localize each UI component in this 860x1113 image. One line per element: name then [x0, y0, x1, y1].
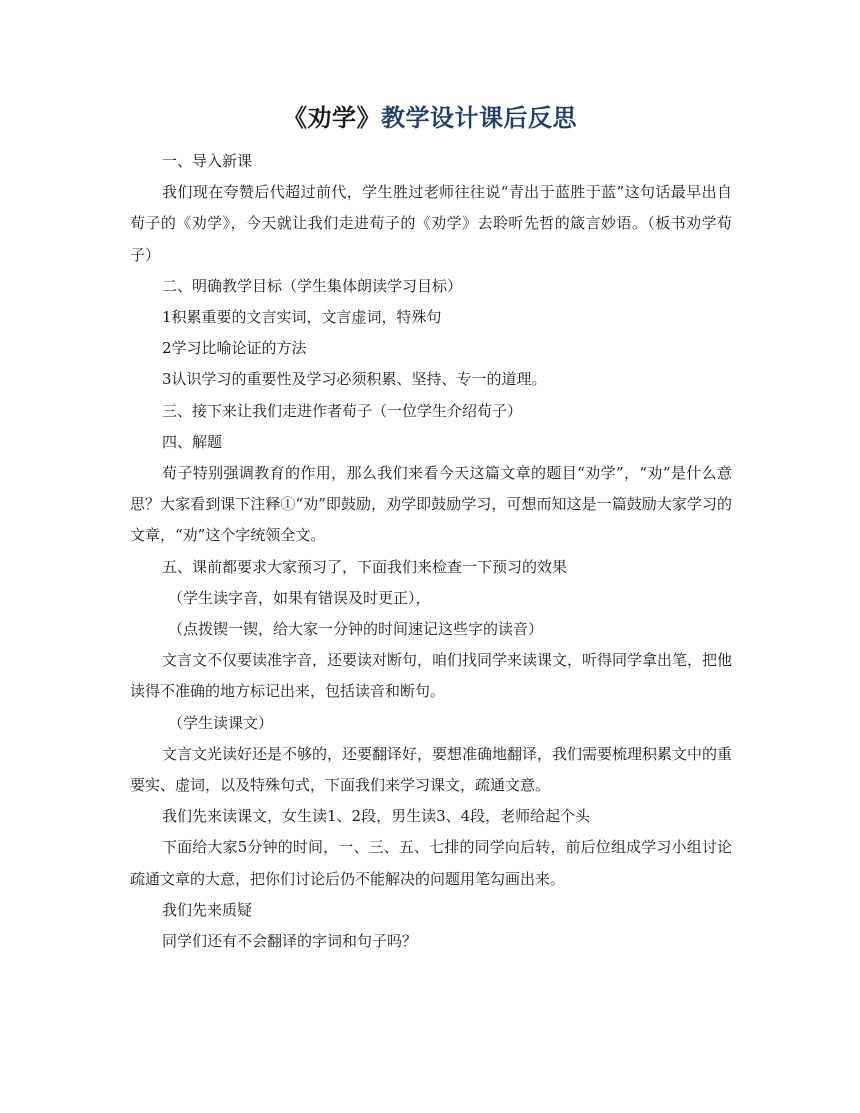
paragraph-intro: 我们现在夸赞后代超过前代，学生胜过老师往往说“青出于蓝胜于蓝”这句话最早出自荀子的《劝学》，今天就让我们走进荀子的《劝学》去聆听先哲的箴言妙语。（板书劝学荀子）	[130, 183, 732, 264]
section-heading-author: 三、接下来让我们走进作者荀子（一位学生介绍荀子）	[162, 401, 523, 420]
section-heading-title-explain: 四、解题	[162, 432, 223, 451]
paragraph-ask-students: 同学们还有不会翻译的字词和句子吗？	[162, 932, 418, 951]
document-title	[0, 100, 860, 136]
title-text: 教学设计课后反思	[381, 103, 577, 132]
goal-item-1: 1积累重要的文言实词，文言虚词，特殊句	[162, 308, 442, 327]
section-heading-intro: 一、导入新课	[162, 152, 253, 170]
goal-item-3: 3认识学习的重要性及学习必须积累、坚持、专一的道理。	[162, 370, 547, 389]
paragraph-read-pronunciation: （学生读字音，如果有错误及时更正），	[168, 588, 431, 607]
paragraph-read-text: 我们先来读课文，女生读1、2段，男生读3、4段，老师给起个头	[162, 807, 591, 826]
section-heading-preview: 五、课前都要求大家预习了，下面我们来检查一下预习的效果	[162, 557, 568, 576]
paragraph-reading-punctuation: 文言文不仅要读准字音，还要读对断句，咱们找同学来读课文，听得同学拿出笔，把他读得不准确的地方标记出来，包括读音和断句。	[130, 651, 733, 701]
document-body	[130, 146, 732, 957]
paragraph-group-discussion: 下面给大家5分钟的时间，一、三、五、七排的同学向后转，前后位组成学习小组讨论疏通文章的大意，把你们讨论后仍不能解决的问题用笔勾画出来。	[130, 838, 732, 888]
paragraph-questions: 我们先来质疑	[162, 900, 253, 919]
paragraph-student-reading: （学生读课文）	[168, 713, 274, 732]
paragraph-memorize: （点拨锲一锲，给大家一分钟的时间速记这些字的读音）	[168, 620, 544, 639]
goal-item-2: 2学习比喻论证的方法	[162, 339, 307, 358]
paragraph-title-explain: 荀子特别强调教育的作用，那么我们来看今天这篇文章的题目“劝学”，“劝”是什么意思？大家看到课下注释①“劝”即鼓励，劝学即鼓励学习，可想而知这是一篇鼓励大家学习的文章，“劝”这个字统领全文。	[130, 464, 732, 545]
paragraph-translation: 文言文光读好还是不够的，还要翻译好，要想准确地翻译，我们需要梳理积累文中的重要实、虚词，以及特殊句式，下面我们来学习课文，疏通文意。	[130, 744, 733, 795]
title-book-name: 《劝学》	[283, 103, 381, 132]
section-heading-goals: 二、明确教学目标（学生集体朗读学习目标）	[162, 276, 463, 295]
